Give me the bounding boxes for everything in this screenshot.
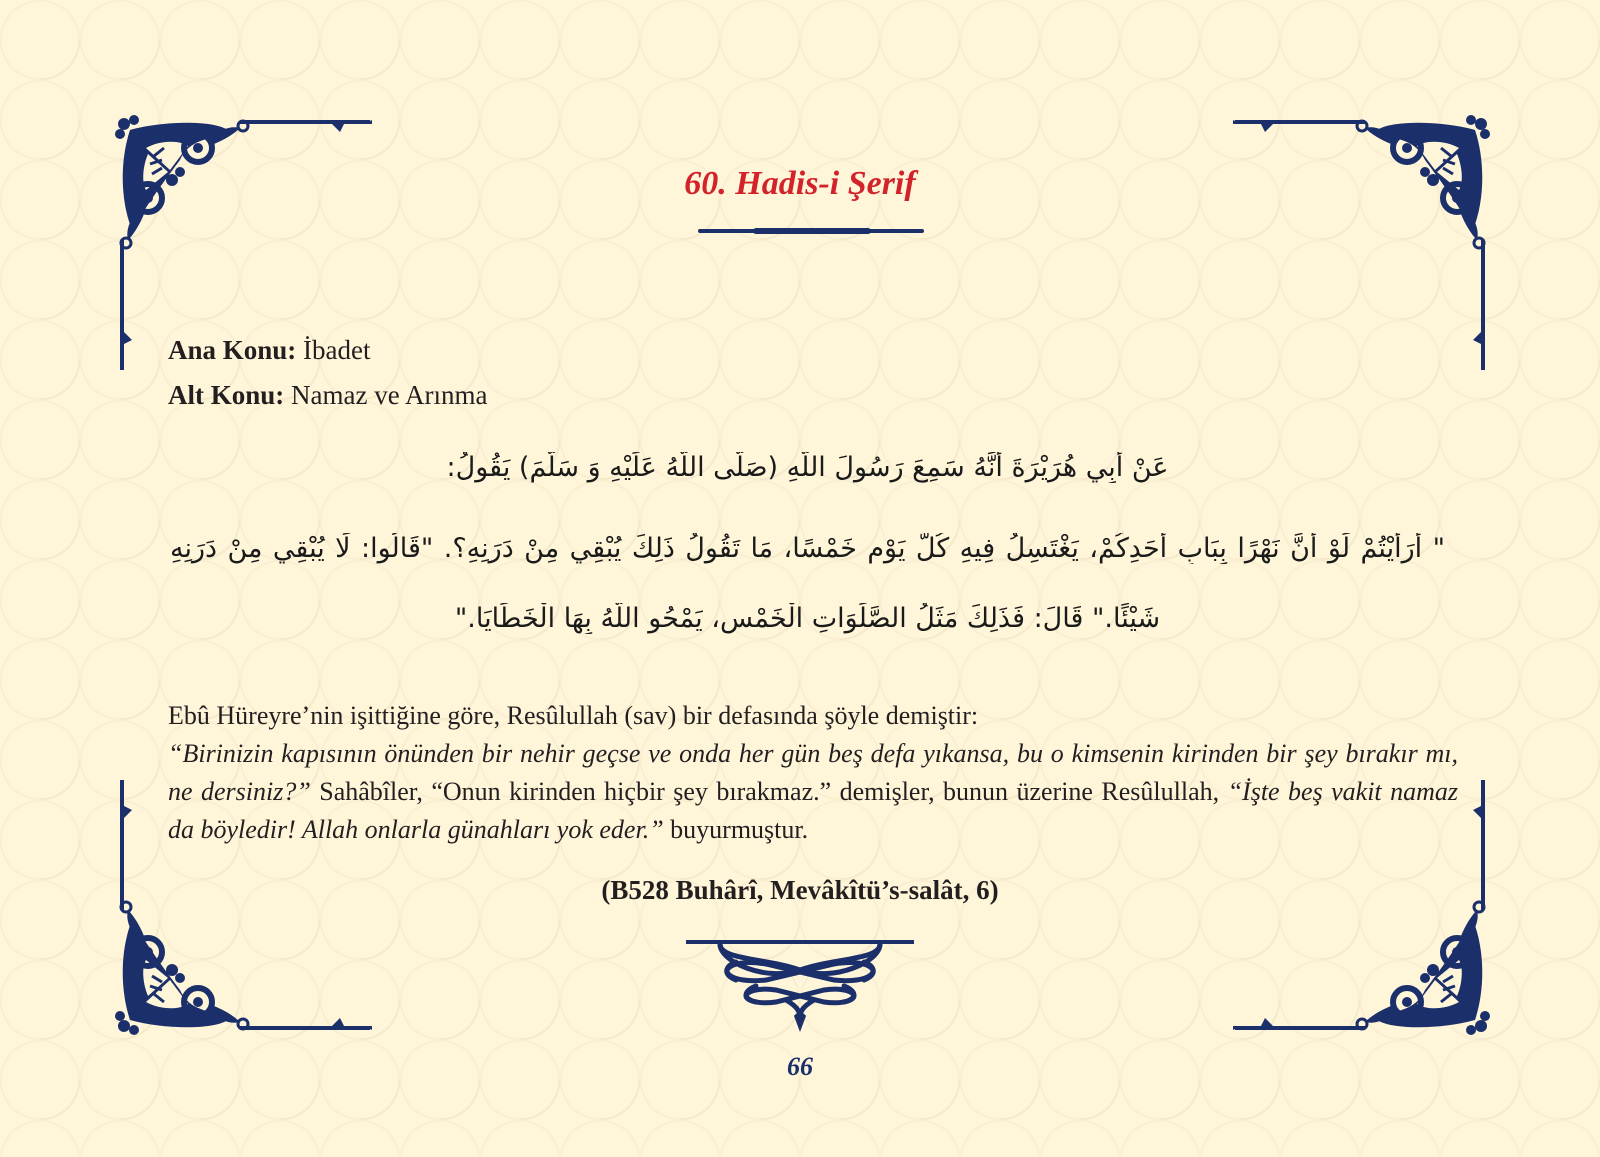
translation-end: buyurmuştur. [663,815,809,844]
topic-meta [168,328,487,418]
translation-quote-2: “İşte beş vakit namaz da böyledir! Allah onlarla günahları yok eder.” [168,777,1458,844]
main-topic-value: İbadet [296,335,371,365]
knot-divider-ornament-icon [686,940,914,1035]
sub-topic-value: Namaz ve Arınma [284,380,488,410]
main-topic [168,328,487,373]
source-citation: (B528 Buhârî, Mevâkîtü’s-salât, 6) [601,875,999,905]
arabic-text-line-3: شَيْئًا." قَالَ: فَذَلِكَ مَثَلُ الصَّلَوَاتِ الْخَمْسِ، يَمْحُو اللَّهُ بِهَا الْخَطَايَا." [454,603,1161,634]
main-topic-label: Ana Konu: [168,335,297,365]
translation-intro: Ebû Hüreyre’nin işittiğine göre, Resûlullah (sav) bir defasında şöyle demiştir: [168,701,979,730]
sub-topic [168,373,487,418]
floral-corner-ornament-icon [1225,110,1495,380]
sub-topic-label: Alt Konu: [168,380,285,410]
turkish-translation [168,697,1458,849]
translation-middle: Sahâbîler, “Onun kirinden hiçbir şey bırakmaz.” demişler, bunun üzerine Resûlullah, [310,777,1228,806]
title-divider [698,229,924,233]
page-number: 66 [787,1052,813,1081]
arabic-text-line-1: عَنْ أَبِي هُرَيْرَةَ أَنَّهُ سَمِعَ رَسُولَ اللَّهِ (صَلَّى اللَّهُ عَلَيْهِ وَ سَلَّمَ) يَقُولُ: [446,452,1169,483]
page-title: 60. Hadis-i Şerif [684,165,916,202]
translation-quote-1: “Birinizin kapısının önünden bir nehir geçse ve onda her gün beş defa yıkansa, bu o kimsenin kirinden bir şey bırakır mı, ne dersiniz?” [168,739,1458,806]
arabic-text-line-2: " أَرَأَيْتُمْ لَوْ أَنَّ نَهْرًا بِبَابِ أَحَدِكُمْ، يَغْتَسِلُ فِيهِ كُلَّ يَوْمٍ خَمْسًا، مَا تَقُولُ ذَلِكَ يُبْقِي مِنْ دَرَنِهِ؟. "قَالُوا: لَا يُبْقِي مِنْ دَرَنِهِ [170,533,1445,564]
